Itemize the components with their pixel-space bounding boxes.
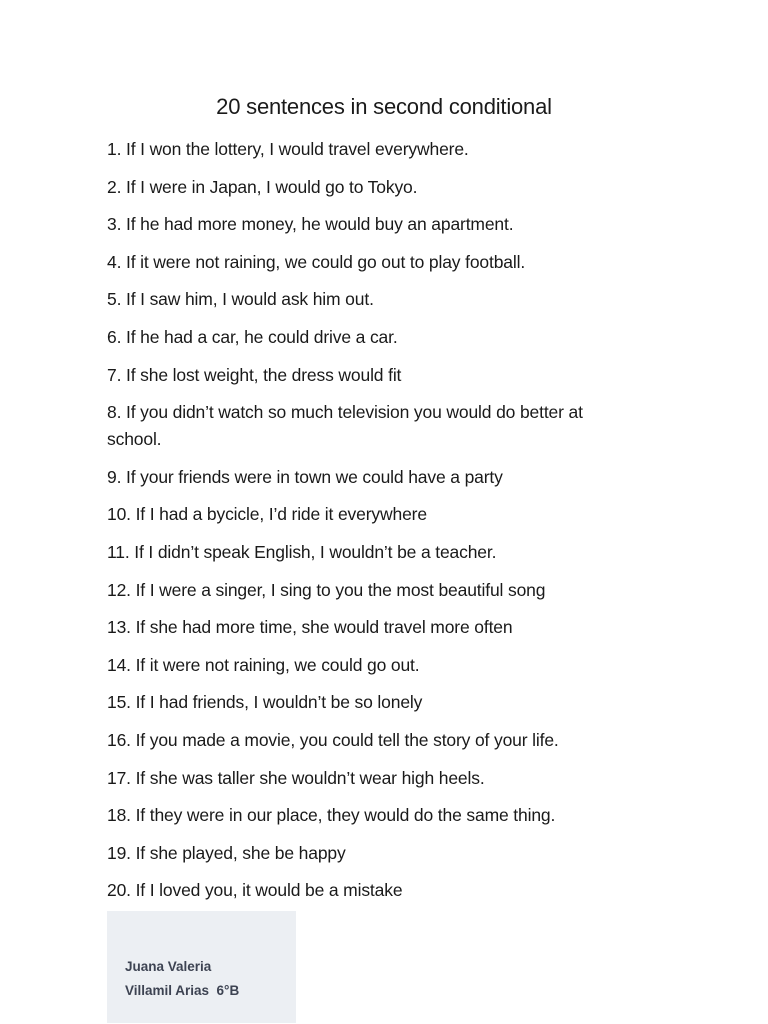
list-item: 9. If your friends were in town we could have a party <box>107 466 503 487</box>
list-item: 10. If I had a bycicle, I’d ride it everywhere <box>107 504 427 525</box>
list-item: 18. If they were in our place, they would do the same thing. <box>107 805 556 826</box>
list-item: 16. If you made a movie, you could tell the story of your life. <box>107 729 559 750</box>
list-item: 14. If it were not raining, we could go out. <box>107 654 420 675</box>
list-item: 17. If she was taller she wouldn’t wear high heels. <box>107 767 485 788</box>
list-item: 1. If I won the lottery, I would travel everywhere. <box>107 139 469 159</box>
list-item: 13. If she had more time, she would travel more often <box>107 617 513 638</box>
list-item: 2. If I were in Japan, I would go to Tokyo. <box>107 176 418 197</box>
sentence-list <box>107 136 637 915</box>
list-item: 20. If I loved you, it would be a mistake <box>107 880 403 901</box>
list-item: 11. If I didn’t speak English, I wouldn’t be a teacher. <box>107 541 497 562</box>
list-item: 7. If she lost weight, the dress would fit <box>107 364 402 385</box>
list-item: 15. If I had friends, I wouldn’t be so lonely <box>107 692 423 713</box>
list-item: 12. If I were a singer, I sing to you the most beautiful song <box>107 579 546 600</box>
list-item: 6. If he had a car, he could drive a car. <box>107 326 398 347</box>
page-title: 20 sentences in second conditional <box>216 94 552 119</box>
author-surname-grade: Villamil Arias 6°B <box>125 983 240 998</box>
list-item: 19. If she played, she be happy <box>107 842 346 863</box>
author-box <box>107 911 296 1023</box>
list-item: 8. If you didn’t watch so much television you would do better at school. <box>107 402 583 450</box>
author-name: Juana Valeria <box>125 959 212 974</box>
list-item: 5. If I saw him, I would ask him out. <box>107 289 374 310</box>
list-item: 3. If he had more money, he would buy an apartment. <box>107 214 514 235</box>
list-item: 4. If it were not raining, we could go out to play football. <box>107 251 526 272</box>
